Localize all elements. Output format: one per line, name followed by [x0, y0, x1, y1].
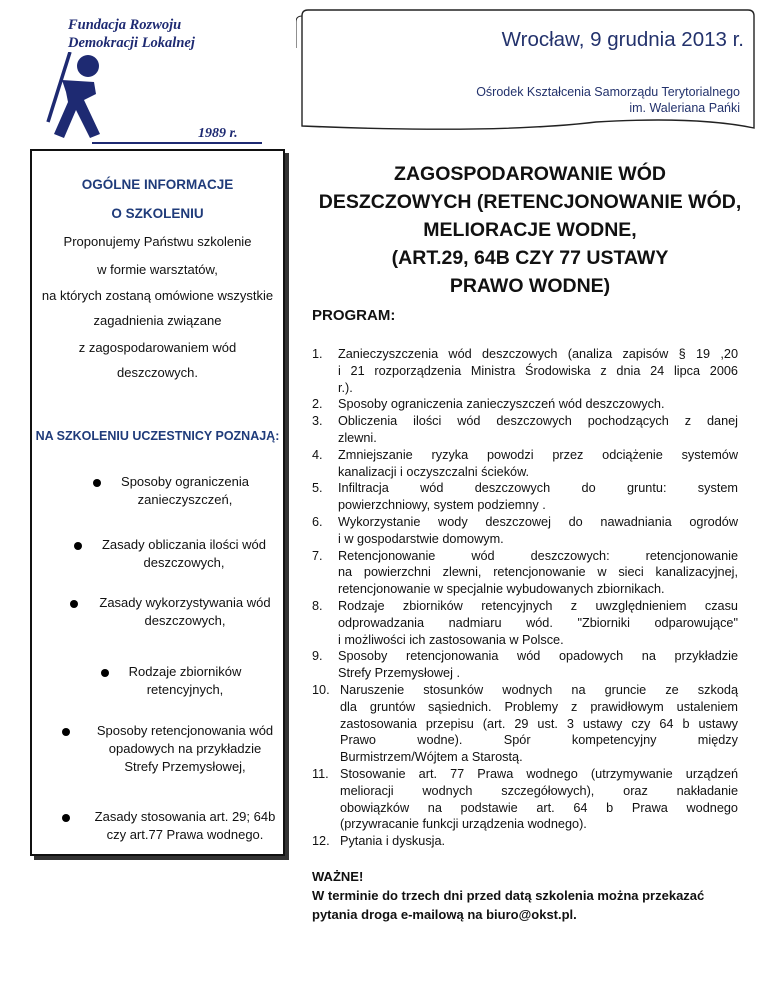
program-item-line: obowiązków na podstawie art. 64 b Prawa wodnego	[340, 800, 738, 815]
program-item-text	[338, 447, 738, 481]
program-item-line: Sposoby retencjonowania wód opadowych na przykładzie	[338, 649, 738, 664]
bullet-item-4	[110, 663, 260, 699]
program-item-number: 2.	[312, 397, 323, 412]
program-item-line: r.).	[338, 380, 353, 395]
program-item-text	[338, 514, 738, 548]
program-item-line: powierzchniowy, system podziemny .	[338, 498, 546, 513]
bullet-dot	[70, 600, 78, 608]
program-item	[312, 648, 738, 682]
bullet-3-line-2: deszczowych,	[144, 613, 226, 628]
main-title-line-3: MELIORACJE WODNE,	[423, 219, 637, 241]
intro-line-6: deszczowych.	[117, 365, 198, 380]
program-item-line: melioracji wodnych szczegółowych), oraz nakładanie	[340, 783, 738, 798]
program-item-line: Burmistrzem/Wójtem a Starostą.	[340, 750, 523, 765]
program-item-line: i możliwości ich zastosowania w Polsce.	[338, 632, 564, 647]
bullet-5-line-3: Strefy Przemysłowej,	[124, 759, 246, 774]
bullet-2-line-1: Zasady obliczania ilości wód	[101, 537, 267, 552]
program-item-line: (przywracanie funkcji urządzenia wodnego).	[340, 817, 587, 832]
bullet-item-1	[100, 473, 270, 509]
program-item-number: 7.	[312, 548, 323, 563]
intro-line-1: Proponujemy Państwu szkolenie	[63, 234, 252, 249]
program-item-line: Sposoby ograniczenia zanieczyszczeń wód deszczowych.	[338, 397, 665, 412]
program-item-line: Infiltracja wód deszczowych do gruntu: system	[338, 481, 738, 496]
program-item-text	[340, 766, 738, 833]
organizer-line2: im. Waleriana Pańki	[629, 101, 740, 115]
bullet-2-line-2: deszczowych,	[143, 555, 225, 570]
program-item-line: Obliczenia ilości wód deszczowych pochodzących z danej	[338, 414, 738, 429]
program-item-line: Wykorzystanie wody deszczowej do nawadniania ogrodów	[338, 514, 738, 529]
program-item	[312, 480, 738, 514]
intro-line-4: zagadnienia związane	[93, 313, 222, 328]
intro-line-2: w formie warsztatów,	[97, 262, 218, 277]
program-item-line: na powierzchni zlewni, retencjonowanie w sieci kanalizacyjnej,	[338, 565, 738, 580]
program-item-number: 1.	[312, 347, 323, 361]
bullet-1-line-1: Sposoby ograniczenia	[121, 474, 249, 489]
program-item-text	[338, 648, 738, 682]
program-item-line: dla gruntów sąsiednich. Problemy z prawidłowym ustaleniem	[340, 699, 738, 714]
program-item-line: Naruszenie stosunków wodnych na gruncie ze szkodą	[340, 682, 738, 697]
program-item	[312, 682, 738, 766]
city-date: Wrocław, 9 grudnia 2013 r.	[501, 28, 744, 51]
bullet-dot	[62, 814, 70, 822]
bullet-dot	[101, 669, 109, 677]
notice	[312, 867, 752, 924]
program-item-line: Retencjonowanie wód deszczowych: retencjonowanie	[338, 548, 738, 563]
program-item-line: Rodzaje zbiorników retencyjnych z uwzględnieniem czasu	[338, 598, 738, 613]
program-item-line: Prawo wodne). Spór kompetencyjny między	[340, 733, 738, 748]
program-item	[312, 413, 738, 447]
intro-line-3: na których zostaną omówione wszystkie	[41, 288, 274, 303]
bullet-3-line-1: Zasady wykorzystywania wód	[99, 595, 271, 610]
program-item-number: 12.	[312, 834, 330, 849]
learn-heading: NA SZKOLENIU UCZESTNICY POZNAJĄ:	[35, 429, 280, 443]
intro-line-5: z zagospodarowaniem wód	[78, 340, 237, 355]
main-title-line-5: PRAWO WODNE)	[449, 275, 611, 297]
bullet-item-2	[84, 536, 284, 572]
program-item-number: 4.	[312, 447, 323, 462]
program-item	[312, 396, 738, 413]
bullet-4-line-1: Rodzaje zbiorników	[128, 664, 242, 679]
organizer-line1: Ośrodek Kształcenia Samorządu Terytorialnego	[476, 85, 740, 99]
notice-line-2: pytania droga e-mailową na biuro@okst.pl.	[312, 907, 577, 922]
main-title-line-4: (ART.29, 64B CZY 77 USTAWY	[391, 247, 669, 269]
main-title-line-2: DESZCZOWYCH (RETENCJONOWANIE WÓD,	[318, 191, 742, 213]
program-item-number: 9.	[312, 649, 323, 664]
bullet-1-line-2: zanieczyszczeń,	[137, 492, 233, 507]
program-item-number: 10.	[312, 682, 330, 697]
program-item-text	[338, 598, 738, 648]
program-label: PROGRAM:	[312, 307, 396, 324]
info-heading-line2: O SZKOLENIU	[111, 206, 204, 221]
program-item-text	[340, 833, 738, 850]
program-item-line: i 21 rozporządzenia Ministra Środowiska z dnia 24 lipca 2006	[338, 363, 738, 378]
program-item-line: odprowadzania nadmiaru wód. "Zbiorniki odparowujące"	[338, 615, 738, 630]
foundation-name	[68, 16, 288, 52]
main-title-line-1: ZAGOSPODAROWANIE WÓD	[394, 163, 666, 185]
foundation-year: 1989 r.	[198, 126, 238, 141]
program-item-number: 5.	[312, 481, 323, 496]
program-item	[312, 598, 738, 648]
main-title	[305, 160, 755, 300]
program-item-line: Stosowanie art. 77 Prawa wodnego (utrzymywanie urządzeń	[340, 766, 738, 781]
logo	[40, 14, 290, 141]
program-item-number: 6.	[312, 514, 323, 529]
program-item-text	[338, 480, 738, 514]
program-item	[312, 514, 738, 548]
bullet-item-5	[76, 722, 294, 776]
bullet-5-line-2: opadowych na przykładzie	[108, 741, 262, 756]
figure-logo-icon	[40, 52, 115, 142]
program-item	[312, 346, 738, 396]
foundation-name-line1: Fundacja Rozwoju	[68, 17, 182, 33]
bullet-5-line-1: Sposoby retencjonowania wód	[96, 723, 274, 738]
bullet-4-line-2: retencyjnych,	[146, 682, 224, 697]
program-item	[312, 447, 738, 481]
program-item-line: retencjonowanie w specjalnie wybudowanych zbiornikach.	[338, 582, 665, 597]
foundation-name-line2: Demokracji Lokalnej	[68, 35, 195, 51]
program-item-text	[338, 548, 738, 598]
program-item-line: zastosowania przepisu (art. 29 ust. 3 ustawy czy 64 b ustawy	[340, 716, 738, 731]
program-item	[312, 548, 738, 598]
program-item-line: kanalizacji i oczyszczalni ścieków.	[338, 464, 530, 479]
program-item-number: 8.	[312, 598, 323, 613]
program-item-line: zlewni.	[338, 430, 377, 445]
bullet-item-3	[80, 594, 290, 630]
program-item-number: 11.	[312, 766, 329, 781]
program-item-text	[338, 396, 738, 413]
info-heading-line1: OGÓLNE INFORMACJE	[81, 177, 234, 192]
program-item	[312, 766, 738, 833]
bullet-6-line-1: Zasady stosowania art. 29; 64b	[94, 809, 276, 824]
bullet-6-line-2: czy art.77 Prawa wodnego.	[106, 827, 264, 842]
notice-line-1: W terminie do trzech dni przed datą szkolenia można przekazać	[312, 888, 705, 903]
program-item-number: 3.	[312, 414, 323, 429]
bullet-dot	[74, 542, 82, 550]
logo-underline	[92, 142, 262, 144]
program-item-line: Zanieczyszczenia wód deszczowych (analiza zapisów § 19 ,20	[338, 347, 738, 361]
program-item-line: Pytania i dyskusja.	[340, 834, 446, 849]
bullet-item-6	[76, 808, 294, 844]
program-item-text	[338, 346, 738, 396]
program-item	[312, 833, 738, 850]
bullet-dot	[62, 728, 70, 736]
program-item-line: Zmniejszanie ryzyka powodzi przez odciążenie systemów	[338, 447, 738, 462]
program-item-line: Strefy Przemysłowej .	[338, 666, 460, 681]
organizer	[476, 84, 740, 116]
program-item-line: i w gospodarstwie domowym.	[338, 531, 504, 546]
program-item-text	[340, 682, 738, 766]
notice-label: WAŻNE!	[312, 869, 364, 884]
program-item-text	[338, 413, 738, 447]
program-list	[312, 346, 738, 850]
